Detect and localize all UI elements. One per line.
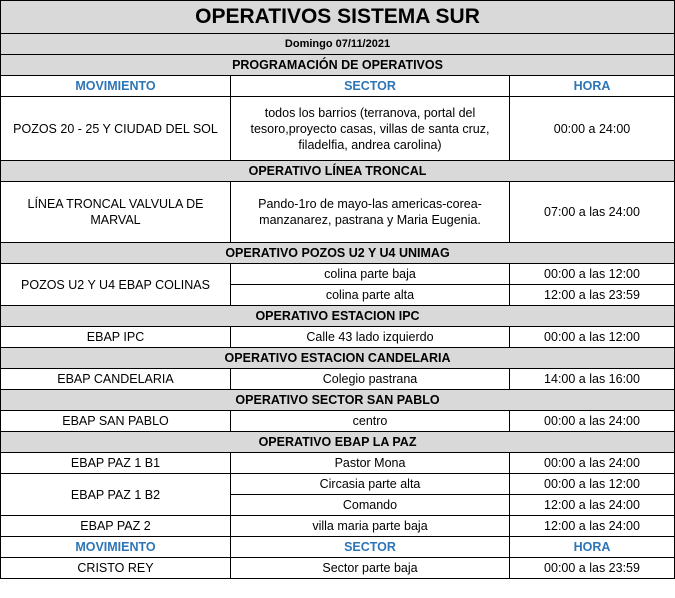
cell-hora: 00:00 a las 12:00 — [510, 264, 675, 285]
cell-hora: 00:00 a las 24:00 — [510, 411, 675, 432]
table-row — [1, 474, 675, 495]
cell-hora: 12:00 a las 24:00 — [510, 495, 675, 516]
cell-sector: centro — [231, 411, 510, 432]
cell-hora: 00:00 a las 23:59 — [510, 558, 675, 579]
cell-hora: 12:00 a las 24:00 — [510, 516, 675, 537]
table-row — [1, 327, 675, 348]
cell-hora: 00:00 a las 12:00 — [510, 327, 675, 348]
section-sector-san-pablo: OPERATIVO SECTOR SAN PABLO — [1, 390, 675, 411]
table-row — [1, 182, 675, 243]
cell-movimiento: EBAP CANDELARIA — [1, 369, 231, 390]
cell-hora: 00:00 a las 12:00 — [510, 474, 675, 495]
cell-movimiento: EBAP PAZ 2 — [1, 516, 231, 537]
cell-hora: 07:00 a las 24:00 — [510, 182, 675, 243]
cell-movimiento: LÍNEA TRONCAL VALVULA DE MARVAL — [1, 182, 231, 243]
header-movimiento: MOVIMIENTO — [1, 76, 231, 97]
section-linea-troncal: OPERATIVO LÍNEA TRONCAL — [1, 161, 675, 182]
cell-sector: Colegio pastrana — [231, 369, 510, 390]
section-estacion-candelaria: OPERATIVO ESTACION CANDELARIA — [1, 348, 675, 369]
table-row — [1, 411, 675, 432]
table-row — [1, 97, 675, 161]
page-title: OPERATIVOS SISTEMA SUR — [1, 1, 675, 34]
cell-sector: colina parte alta — [231, 285, 510, 306]
header-sector: SECTOR — [231, 537, 510, 558]
table-row — [1, 369, 675, 390]
cell-sector: villa maria parte baja — [231, 516, 510, 537]
table-row — [1, 453, 675, 474]
table-row — [1, 516, 675, 537]
cell-hora: 00:00 a las 24:00 — [510, 453, 675, 474]
cell-movimiento: POZOS 20 - 25 Y CIUDAD DEL SOL — [1, 97, 231, 161]
section-estacion-ipc: OPERATIVO ESTACION IPC — [1, 306, 675, 327]
cell-sector: Pastor Mona — [231, 453, 510, 474]
header-sector: SECTOR — [231, 76, 510, 97]
header-movimiento: MOVIMIENTO — [1, 537, 231, 558]
table-row — [1, 264, 675, 285]
cell-movimiento: EBAP PAZ 1 B2 — [1, 474, 231, 516]
cell-sector: Sector parte baja — [231, 558, 510, 579]
cell-hora: 12:00 a las 23:59 — [510, 285, 675, 306]
section-programacion: PROGRAMACIÓN DE OPERATIVOS — [1, 55, 675, 76]
header-hora: HORA — [510, 537, 675, 558]
cell-movimiento: POZOS U2 Y U4 EBAP COLINAS — [1, 264, 231, 306]
cell-sector: Circasia parte alta — [231, 474, 510, 495]
cell-hora: 14:00 a las 16:00 — [510, 369, 675, 390]
cell-hora: 00:00 a 24:00 — [510, 97, 675, 161]
cell-movimiento: EBAP PAZ 1 B1 — [1, 453, 231, 474]
cell-movimiento: EBAP IPC — [1, 327, 231, 348]
date-label: Domingo 07/11/2021 — [1, 34, 675, 55]
cell-sector: colina parte baja — [231, 264, 510, 285]
table-row — [1, 558, 675, 579]
cell-sector: Comando — [231, 495, 510, 516]
section-ebap-la-paz: OPERATIVO EBAP LA PAZ — [1, 432, 675, 453]
section-pozos-unimag: OPERATIVO POZOS U2 Y U4 UNIMAG — [1, 243, 675, 264]
cell-movimiento: EBAP SAN PABLO — [1, 411, 231, 432]
cell-movimiento: CRISTO REY — [1, 558, 231, 579]
cell-sector: todos los barrios (terranova, portal del tesoro,proyecto casas, villas de santa cruz, filadelfia, andrea carolina) — [231, 97, 510, 161]
header-hora: HORA — [510, 76, 675, 97]
cell-sector: Pando-1ro de mayo-las americas-corea-manzanarez, pastrana y Maria Eugenia. — [231, 182, 510, 243]
cell-sector: Calle 43 lado izquierdo — [231, 327, 510, 348]
